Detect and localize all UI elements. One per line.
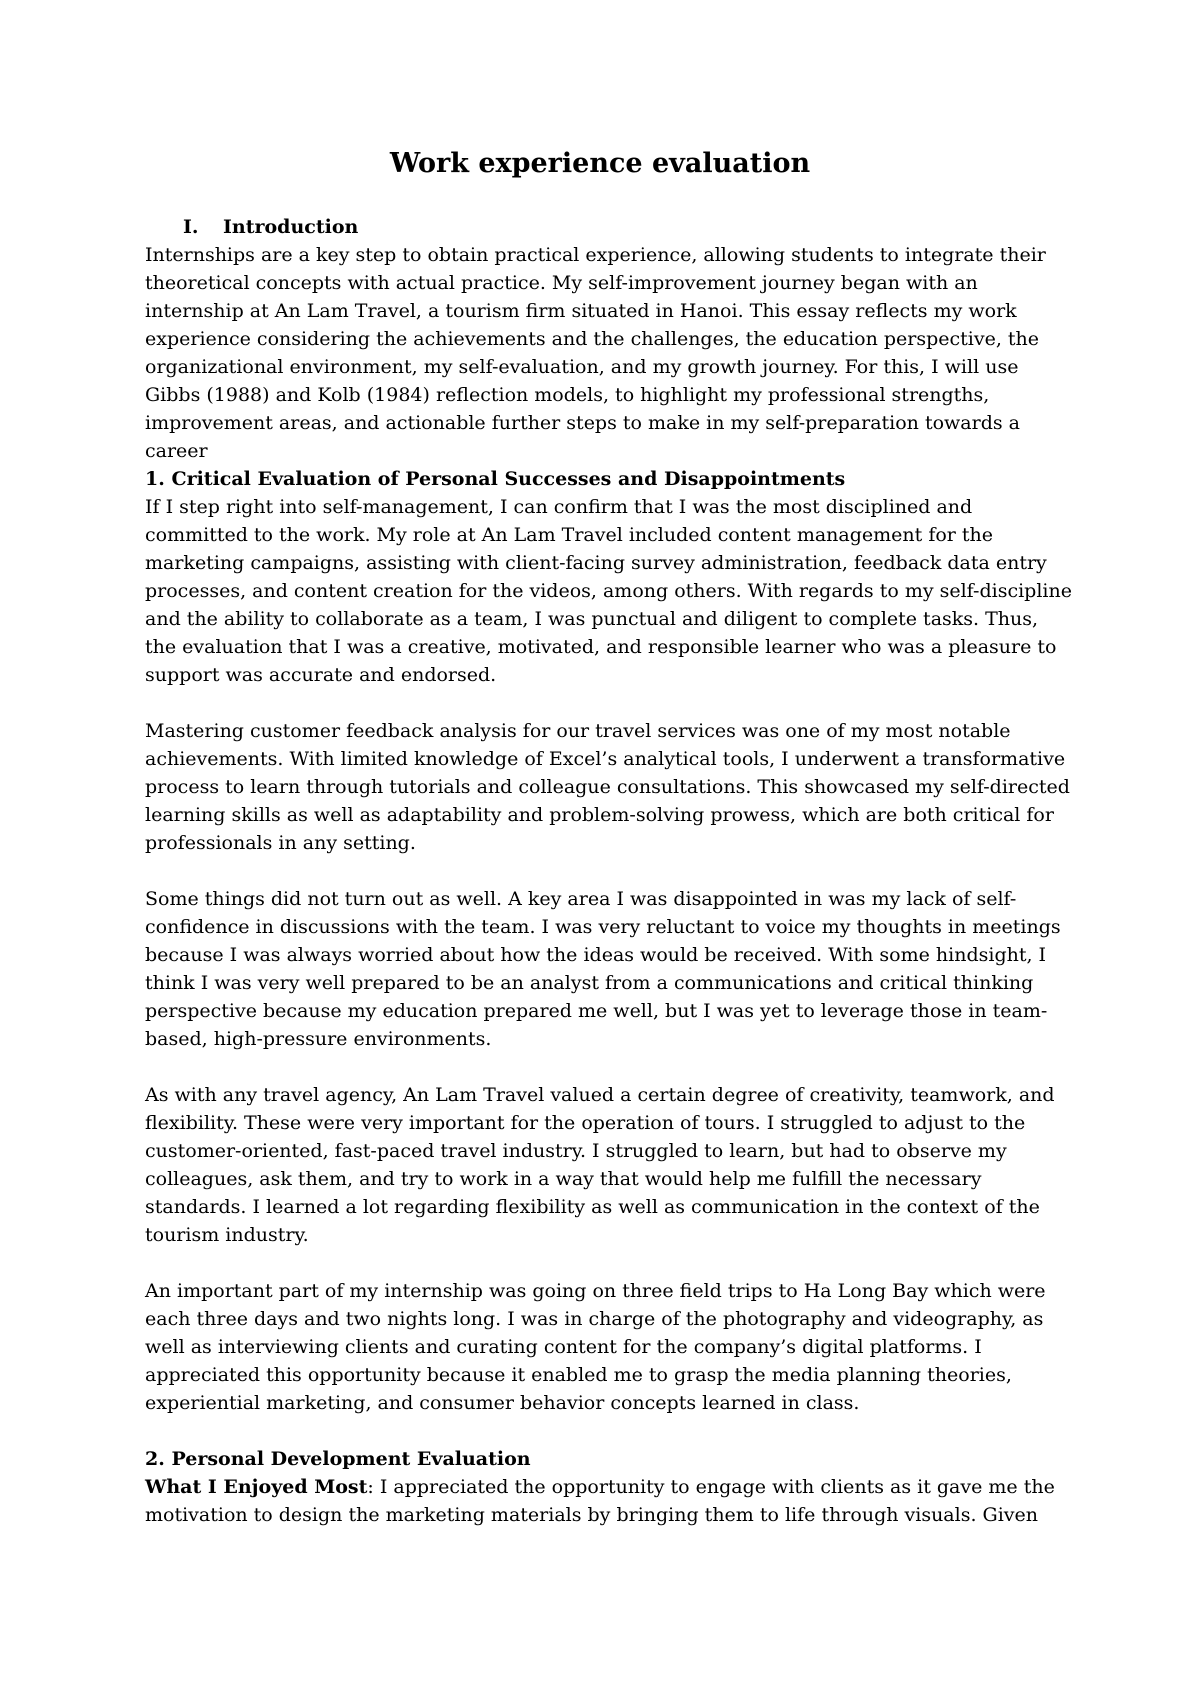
section1-paragraph-5: An important part of my internship was going on three field trips to Ha Long Bay which were each three days and two nights long. I was in charge of the photography and videography, as well as interviewing clients and curating content for the company’s digital platforms. I appreciated this opportunity because it enabled me to grasp the media planning theories, experiential marketing, and consumer behavior concepts learned in class. (145, 1280, 1046, 1414)
section2-paragraph (145, 1473, 1075, 1529)
section2-text: : I appreciated the opportunity to engage with clients as it gave me the motivation to design the marketing materials by bringing them to life through visuals. Given (145, 1476, 1055, 1526)
section1-paragraph-2: Mastering customer feedback analysis for our travel services was one of my most notable achievements. With limited knowledge of Excel’s analytical tools, I underwent a transformative process to learn through tutorials and colleague consultations. This showcased my self-directed learning skills as well as adaptability and problem-solving prowess, which are both critical for professionals in any setting. (145, 720, 1070, 854)
section2-lead: What I Enjoyed Most (145, 1476, 368, 1498)
intro-heading (145, 213, 1075, 241)
section2-heading: 2. Personal Development Evaluation (145, 1448, 531, 1470)
document-body (145, 213, 1075, 1529)
section1-heading: 1. Critical Evaluation of Personal Successes and Disappointments (145, 468, 846, 490)
intro-number: I. (183, 216, 199, 238)
intro-heading-text: Introduction (223, 216, 359, 238)
document-title: Work experience evaluation (389, 148, 811, 179)
section1-paragraph-3: Some things did not turn out as well. A key area I was disappointed in was my lack of self-confidence in discussions with the team. I was very reluctant to voice my thoughts in meetings because I was always worried about how the ideas would be received. With some hindsight, I think I was very well prepared to be an analyst from a communications and critical thinking perspective because my education prepared me well, but I was yet to leverage those in team-based, high-pressure environments. (145, 888, 1061, 1050)
section1-paragraph-1: If I step right into self-management, I can confirm that I was the most disciplined and committed to the work. My role at An Lam Travel included content management for the marketing campaigns, assisting with client-facing survey administration, feedback data entry processes, and content creation for the videos, among others. With regards to my self-discipline and the ability to collaborate as a team, I was punctual and diligent to complete tasks. Thus, the evaluation that I was a creative, motivated, and responsible learner who was a pleasure to support was accurate and endorsed. (145, 496, 1072, 686)
intro-paragraph: Internships are a key step to obtain practical experience, allowing students to integrate their theoretical concepts with actual practice. My self-improvement journey began with an internship at An Lam Travel, a tourism firm situated in Hanoi. This essay reflects my work experience considering the achievements and the challenges, the education perspective, the organizational environment, my self-evaluation, and my growth journey. For this, I will use Gibbs (1988) and Kolb (1984) reflection models, to highlight my professional strengths, improvement areas, and actionable further steps to make in my self-preparation towards a career (145, 244, 1046, 462)
section1-paragraph-4: As with any travel agency, An Lam Travel valued a certain degree of creativity, teamwork, and flexibility. These were very important for the operation of tours. I struggled to adjust to the customer-oriented, fast-paced travel industry. I struggled to learn, but had to observe my colleagues, ask them, and try to work in a way that would help me fulfill the necessary standards. I learned a lot regarding flexibility as well as communication in the context of the tourism industry. (145, 1084, 1055, 1246)
